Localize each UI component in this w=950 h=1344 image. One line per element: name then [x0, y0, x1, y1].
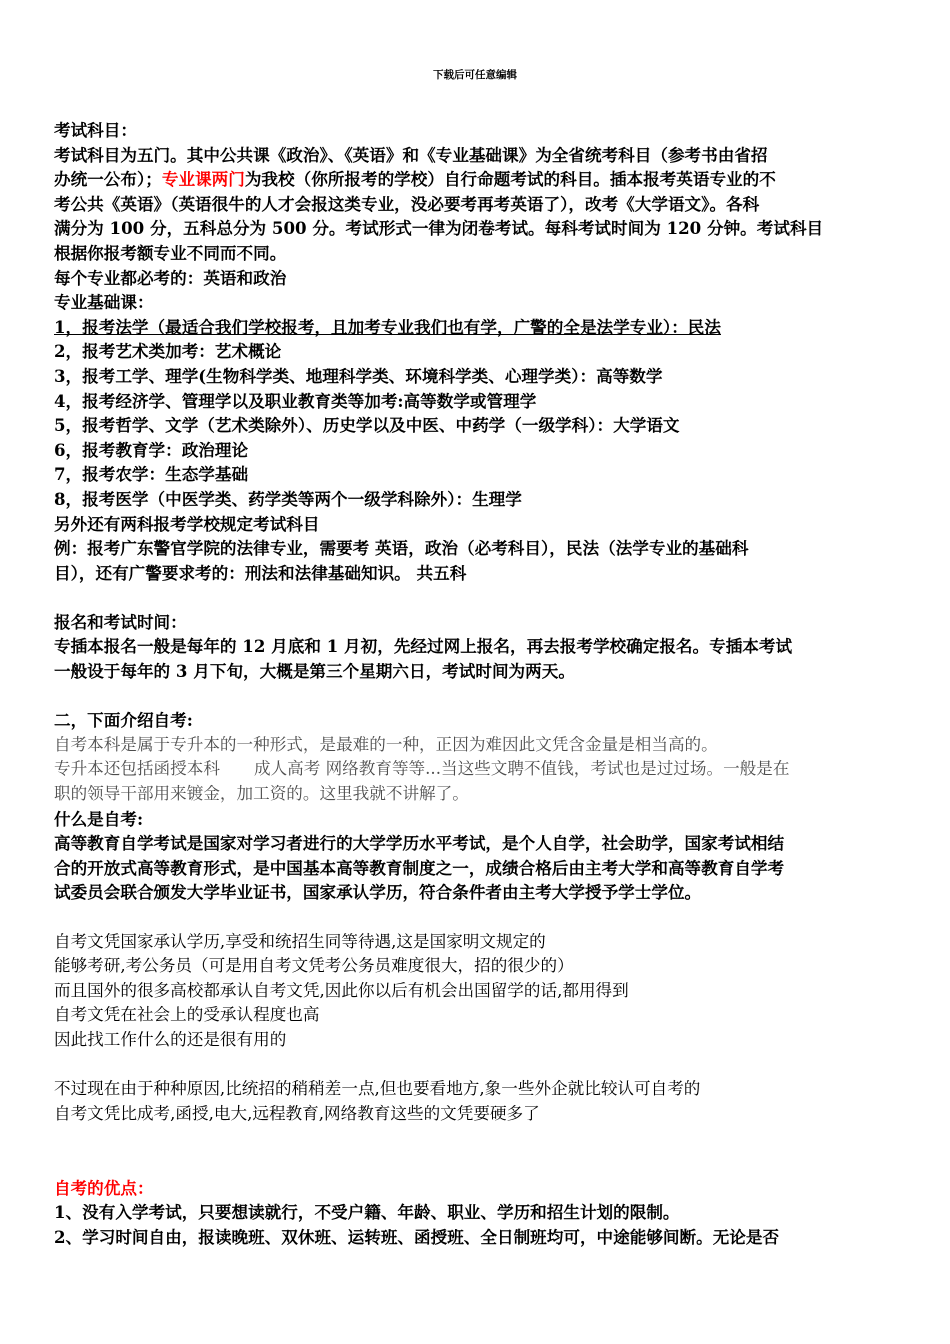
example-line: 例：报考广东警官学院的法律专业，需要考 英语，政治（必考科目），民法（法学专业的基础科: [54, 538, 749, 559]
example-line: 目），还有广警要求考的：刑法和法律基础知识。 共五科: [54, 562, 467, 583]
comparison-line: 不过现在由于种种原因,比统招的稍稍差一点,但也要看地方,象一些外企就比较认可自考的: [54, 1079, 701, 1099]
definition-line: 合的开放式高等教育形式，是中国基本高等教育制度之一，成绩合格后由主考大学和高等教育自学考: [54, 857, 785, 878]
advantages-title: 自考的优点：: [54, 1177, 154, 1198]
definition-line: 高等教育自学考试是国家对学习者进行的大学学历水平考试，是个人自学，社会助学，国家考试相结: [54, 833, 785, 854]
recognition-line: 自考文凭国家承认学历,享受和统招生同等待遇,这是国家明文规定的: [54, 931, 546, 951]
list-item: 1，报考法学（最适合我们学校报考，且加考专业我们也有学，广警的全是法学专业）：民法: [54, 316, 721, 337]
exam-paragraph-line: 根据你报考额专业不同而不同。: [54, 242, 287, 263]
comparison-line: 自考文凭比成考,函授,电大,远程教育,网络教育这些的文凭要硬多了: [54, 1103, 540, 1123]
gray-note-line: 职的领导干部用来镀金，加工资的。这里我就不讲解了。: [54, 784, 469, 804]
spacer: [54, 1151, 900, 1176]
list-item: 4，报考经济学、管理学以及职业教育类等加考:高等数学或管理学: [54, 390, 537, 411]
definition-line: 试委员会联合颁发大学毕业证书，国家承认学历，符合条件者由主考大学授予学士学位。: [54, 882, 702, 903]
recognition-line: 因此找工作什么的还是很有用的: [54, 1029, 287, 1049]
exam-subjects-title: 考试科目：: [54, 120, 137, 140]
what-is-zikao-title: 什么是自考:: [54, 808, 144, 829]
advantage-item: 1、没有入学考试，只要想读就行，不受户籍、年龄、职业、学历和招生计划的限制。: [54, 1202, 680, 1223]
gray-note-line: [54, 757, 900, 782]
list-item: 6，报考教育学：政治理论: [54, 439, 249, 460]
base-course-title: 专业基础课：: [54, 292, 154, 313]
text-run: 办统一公布）；: [54, 169, 162, 190]
recognition-line: 自考文凭在社会上的受承认程度也高: [54, 1005, 320, 1025]
exam-paragraph-line: 考试科目为五门。其中公共课《政治》、《英语》和《专业基础课》为全省统考科目（参考书由省招: [54, 144, 768, 165]
text-run: 成人高考 网络教育等等...当这些文聘不值钱，考试也是过过场。一般是在: [253, 759, 790, 779]
registration-line: 专插本报名一般是每年的 12 月底和 1 月初，先经过网上报名，再去报考学校确定报名。专插本考试: [54, 636, 793, 657]
recognition-line: 而且国外的很多高校都承认自考文凭,因此你以后有机会出国留学的话,都用得到: [54, 980, 629, 1000]
registration-title: 报名和考试时间：: [54, 611, 187, 632]
common-subjects: 每个专业都必考的：英语和政治: [54, 267, 287, 288]
spacer: [54, 585, 900, 610]
extra-subjects-note: 另外还有两科报考学校规定考试科目: [54, 513, 320, 534]
spacer: [54, 684, 900, 709]
text-run: 为我校（你所报考的学校）自行命题考试的科目。插本报考英语专业的不: [244, 169, 776, 190]
exam-paragraph-line: [54, 167, 900, 192]
spacer: [54, 1126, 900, 1151]
spacer: [54, 905, 900, 930]
spacer: [54, 1053, 900, 1078]
exam-paragraph-line: 满分为 100 分，五科总分为 500 分。考试形式一律为闭卷考试。每科考试时间为 120 分钟。考试科目: [54, 218, 824, 239]
highlight-text: 专业课两门: [161, 169, 245, 190]
zikao-intro-title: 二，下面介绍自考:: [54, 710, 193, 731]
registration-line: 一般设于每年的 3 月下旬，大概是第三个星期六日，考试时间为两天。: [54, 661, 575, 682]
exam-paragraph-line: 考公共《英语》（英语很牛的人才会报这类专业，没必要考再考英语了），改考《大学语文》。各科: [54, 193, 760, 214]
list-item: 8，报考医学（中医学类、药学类等两个一级学科除外）：生理学: [54, 488, 522, 509]
page-header: 下载后可任意编辑: [433, 69, 517, 81]
document-body: [54, 118, 900, 1249]
list-item: 3，报考工学、理学(生物科学类、地理科学类、环境科学类、心理学类）：高等数学: [54, 365, 663, 386]
recognition-line: 能够考研,考公务员（可是用自考文凭考公务员难度很大，招的很少的）: [54, 956, 574, 976]
gray-note-line: 自考本科是属于专升本的一种形式，是最难的一种，正因为难因此文凭含金量是相当高的。: [54, 734, 718, 754]
text-run: 专升本还包括函授本科: [54, 759, 220, 779]
list-item: 7，报考农学：生态学基础: [54, 464, 249, 485]
advantage-item: 2、学习时间自由，报读晚班、双休班、运转班、函授班、全日制班均可，中途能够间断。无论是否: [54, 1226, 780, 1247]
list-item: 2，报考艺术类加考：艺术概论: [54, 341, 282, 362]
list-item: 5，报考哲学、文学（艺术类除外）、历史学以及中医、中药学（一级学科）：大学语文: [54, 415, 680, 436]
